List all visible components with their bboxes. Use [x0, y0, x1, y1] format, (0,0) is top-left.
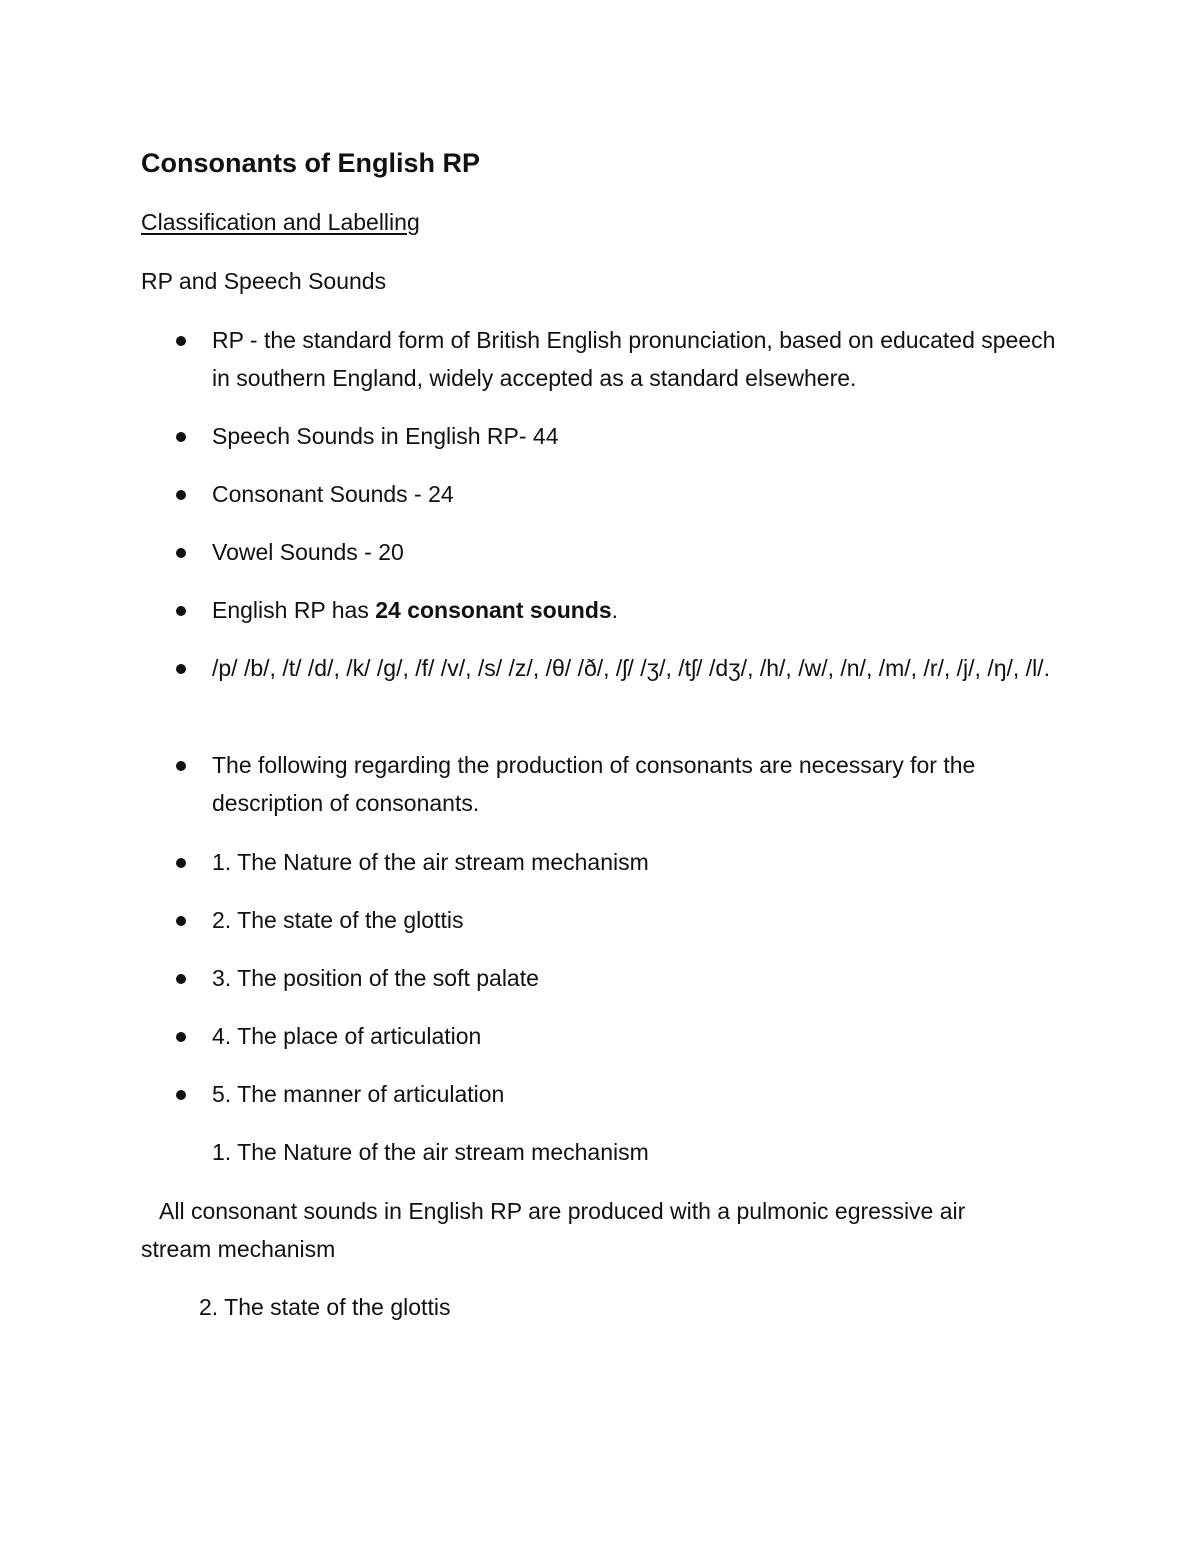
list-item-text: Vowel Sounds - 20 [212, 539, 404, 565]
list-item-text: 4. The place of articulation [212, 1023, 482, 1049]
bullet-icon [176, 664, 186, 674]
subsection-1-heading: 1. The Nature of the air stream mechanism [212, 1139, 649, 1165]
list-item-text: 2. The state of the glottis [212, 907, 464, 933]
list-item-text-after: . [611, 597, 619, 623]
bullet-icon [176, 490, 186, 500]
list-item-text [212, 591, 1072, 629]
list-item-text: 5. The manner of articulation [212, 1081, 505, 1107]
bullet-icon [176, 432, 186, 442]
bullet-icon [176, 1090, 186, 1100]
bullet-icon [176, 336, 186, 346]
list-item-text: /p/ /b/, /t/ /d/, /k/ /g/, /f/ /v/, /s/ /z/, /θ/ /ð/, /ʃ/ /ʒ/, /tʃ/ /dʒ/, /h/, /w/, /n/, /m/, /r/, /j/, /ŋ/, /l/. [212, 655, 1050, 681]
bullet-icon [176, 916, 186, 926]
bullet-icon [176, 1032, 186, 1042]
subtitle: Classification and Labelling [141, 209, 420, 235]
bullet-icon [176, 548, 186, 558]
list-item-text: 3. The position of the soft palate [212, 965, 539, 991]
bullet-icon [176, 974, 186, 984]
bullet-icon [176, 606, 186, 616]
list-item-text-before: English RP has [212, 597, 376, 623]
section-heading: RP and Speech Sounds [141, 268, 387, 294]
list-item-text: The following regarding the production of consonants are necessary for the description of consonants. [212, 752, 976, 816]
list-item-text: Speech Sounds in English RP- 44 [212, 423, 559, 449]
bullet-icon [176, 761, 186, 771]
subsection-1-body: All consonant sounds in English RP are produced with a pulmonic egressive air stream mechanism [141, 1198, 966, 1262]
list-item-text: RP - the standard form of British English pronunciation, based on educated speech in southern England, widely accepted as a standard elsewhere. [212, 327, 1056, 391]
bullet-icon [176, 858, 186, 868]
page-title: Consonants of English RP [141, 148, 481, 178]
list-item-text: 1. The Nature of the air stream mechanism [212, 849, 649, 875]
list-item-text-bold: 24 consonant sounds [375, 597, 612, 623]
list-item-text: Consonant Sounds - 24 [212, 481, 454, 507]
subsection-2-heading: 2. The state of the glottis [199, 1294, 451, 1320]
